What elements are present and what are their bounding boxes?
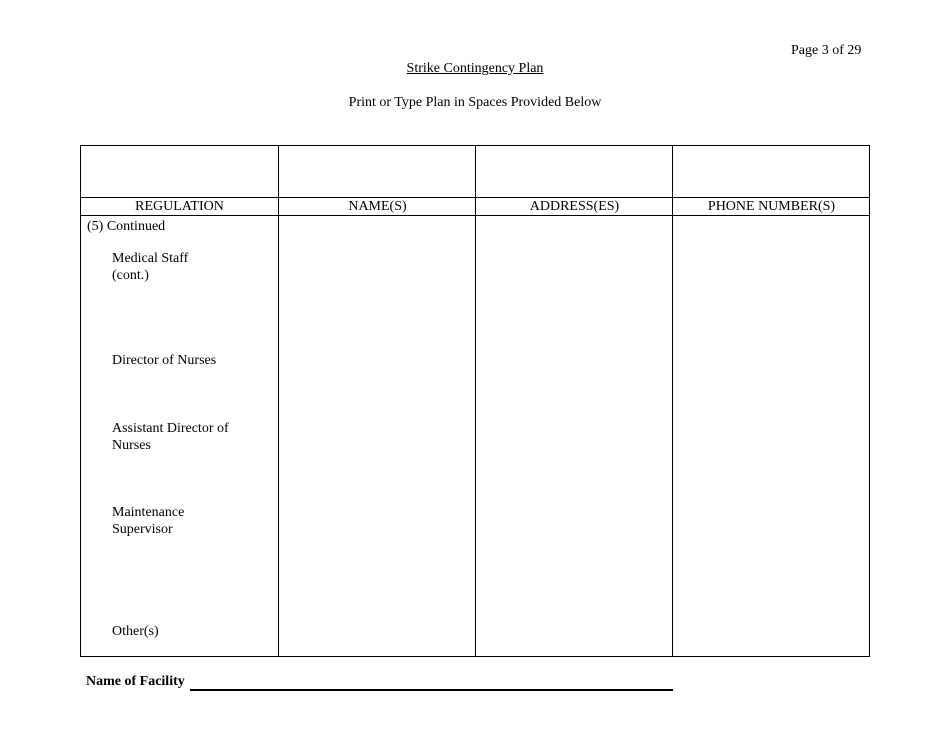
- regulation-item: (cont.): [112, 268, 149, 283]
- form-title: [0, 61, 950, 77]
- facility-label: Name of Facility: [86, 674, 185, 689]
- regulation-item: Nurses: [112, 438, 151, 453]
- regulation-item: Supervisor: [112, 522, 173, 537]
- phone-numbers-entry-cell[interactable]: [673, 216, 870, 656]
- facility-name-field[interactable]: [190, 675, 673, 691]
- blank-cell-phones[interactable]: [673, 146, 870, 197]
- header-names: NAME(S): [348, 199, 407, 214]
- regulation-item: Medical Staff: [112, 251, 189, 266]
- regulation-item: Assistant Director of: [112, 421, 229, 436]
- form-title-text: Strike Contingency Plan: [406, 61, 544, 76]
- plan-table: [80, 145, 870, 657]
- addresses-entry-cell[interactable]: [476, 216, 673, 656]
- blank-cell-addresses[interactable]: [476, 146, 673, 197]
- regulation-item: Other(s): [112, 624, 159, 639]
- header-phone-numbers: PHONE NUMBER(S): [707, 199, 836, 214]
- form-subtitle: Print or Type Plan in Spaces Provided Below: [348, 95, 602, 110]
- page-number: Page 3 of 29: [791, 43, 862, 58]
- blank-cell-regulation[interactable]: [81, 146, 278, 197]
- regulation-item: Maintenance: [112, 505, 185, 520]
- regulation-item: Director of Nurses: [112, 353, 217, 368]
- header-regulation: REGULATION: [135, 199, 224, 214]
- names-entry-cell[interactable]: [279, 216, 476, 656]
- blank-cell-names[interactable]: [279, 146, 476, 197]
- header-addresses: ADDRESS(ES): [529, 199, 620, 214]
- regulation-section-continued: (5) Continued: [87, 219, 166, 234]
